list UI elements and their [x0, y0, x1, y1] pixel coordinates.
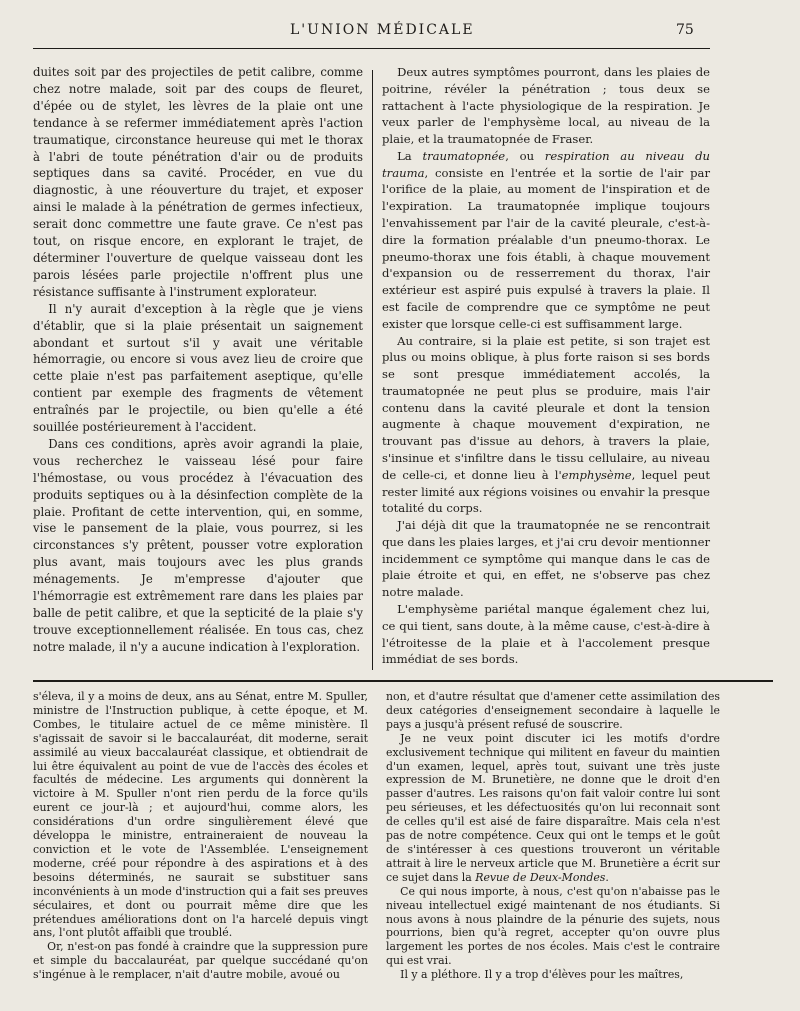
text-run: Je ne veux point discuter ici les motifs d'ordre exclusivement technique qui militent en faveur du maintien d'un examen, lequel, après tout, suivant une très juste expression de M. Brunetière, ne donne que le droit d'en passer d'autres. Les raisons qu'on fait valoir contre lui sont peu sérieuses, et les défectuosités qu'on lui reconnait sont de celles qu'il est aisé de faire disparaître. Mais cela n'est pas de notre compétence. Ceux qui ont le temps et le goût de s'intéresser à ces questions trouveront un véritable attrait à lire le nerveux article que M. Brunetière a écrit sur ce sujet dans la [386, 731, 720, 884]
paragraph: s'éleva, il y a moins de deux, ans au Sénat, entre M. Spuller, ministre de l'Instruction publique, à cette époque, et M. Combes, le titulaire actuel de ce même ministère. Il s'agissait de savoir si le baccalauréat, dit moderne, serait assimilé au vieux baccalauréat classique, et obtiendrait de lui être équivalent au point de vue de l'accès des écoles et facultés de médecine. Les arguments qui donnèrent la victoire à M. Spuller n'ont rien perdu de la force qu'ils eurent ce jour-là ; et aujourd'hui, comme alors, les considérations d'un ordre singulièrement élevé que développa le ministre, entraineraient de nouveau la conviction et le vote de l'Assemblée. L'enseignement moderne, créé pour répondre à des aspirations et à des besoins déterminés, ne saurait se substituer sans inconvénients à un mode d'instruction qui a fait ses preuves séculaires, et dont ou pourrait même dire que les prétendues améliorations dont on l'a harcelé depuis vingt ans, l'ont plutôt affaibli que troublé. [33, 690, 368, 940]
upper-right-column [382, 64, 710, 668]
text-run: La [397, 148, 423, 163]
lower-right-column [386, 690, 720, 982]
paragraph: non, et d'autre résultat que d'amener cette assimilation des deux catégories d'enseignement secondaire à laquelle le pays a jusqu'à présent refusé de souscrire. [386, 690, 720, 731]
paragraph [382, 333, 710, 518]
running-header-title: L'UNION MÉDICALE [290, 22, 475, 38]
italic-title: Revue de Deux-Mondes [475, 870, 606, 884]
italic-term: traumatopnée [422, 148, 506, 163]
header-rule [33, 48, 710, 49]
lower-left-column [33, 690, 368, 982]
paragraph [386, 732, 720, 885]
text-run: , lequel peut rester limité aux régions voisines ou envahir la presque totalité du corps. [382, 467, 710, 516]
paragraph: L'emphysème pariétal manque également chez lui, ce qui tient, sans doute, à la même cause, c'est-à-dire à l'étroitesse de la plaie et à l'accolement presque immédiat de ses bords. [382, 602, 710, 667]
paragraph: Deux autres symptômes pourront, dans les plaies de poitrine, révéler la pénétration ; tous deux se rattachent à l'acte physiologique de la respiration. Je veux parler de l'emphysème local, au niveau de la plaie, et la traumatopnée de Fraser. [382, 65, 710, 147]
text-run: , consiste en l'entrée et la sortie de l'air par l'orifice de la plaie, au moment de l'inspiration et de l'expiration. La traumatopnée implique toujours l'envahissement par l'air de la cavité pleurale, c'est-à-dire la formation préalable d'un pneumo-thorax. Le pneumo-thorax une fois établi, à chaque mouvement d'expansion ou de resserrement du thorax, l'air extérieur est aspiré puis expulsé à travers la plaie. Il est facile de comprendre que ce symptôme ne peut exister que lorsque celle-ci est suffisamment large. [382, 165, 710, 331]
column-rule [372, 70, 373, 670]
paragraph: duites soit par des projectiles de petit calibre, comme chez notre malade, soit par des coups de fleuret, d'épée ou de stylet, les lèvres de la plaie ont une tendance à se refermer immédiatement après l'action traumatique, circonstance heureuse qui met le thorax à l'abri de toute pénétration d'air ou de produits septiques dans sa cavité. Procéder, en vue du diagnostic, à une réouverture du trajet, et exposer ainsi le malade à la pénétration de germes infectieux, serait donc commettre une faute grave. Ce n'est pas tout, on risque encore, en explorant le trajet, de déterminer l'ouverture de quelque vaisseau dont les parois lésées parle projectile n'offrent plus une résistance suffisante à l'instrument explorateur. [33, 65, 363, 299]
paragraph: Dans ces conditions, après avoir agrandi la plaie, vous recherchez le vaisseau lésé pour faire l'hémostase, ou vous procédez à l'évacuation des produits septiques ou à la désinfection complète de la plaie. Profitant de cette intervention, qui, en somme, vise le pansement de la plaie, vous pourrez, si les circonstances s'y prêtent, pousser votre exploration plus avant, mais toujours avec les plus grands ménagements. Je m'empresse d'ajouter que l'hémorragie est extrêmement rare dans les plaies par balle de petit calibre, et que la septicité de la plaie s'y trouve exceptionnellement réalisée. En tous cas, chez notre malade, il n'y a aucune indication à l'exploration. [33, 436, 363, 654]
italic-term: respiration au niveau du trauma [382, 148, 710, 180]
text-run: . [605, 870, 609, 884]
paragraph: Il n'y aurait d'exception à la règle que je viens d'établir, que si la plaie présentait un saignement abondant et surtout s'il y avait une véritable hémorragie, ou encore si vous avez lieu de croire que cette plaie n'est pas parfaitement aseptique, qu'elle contient par exemple des fragments de vêtement entraînés par le projectile, ou bien qu'elle a été souillée postérieurement à l'accident. [33, 301, 363, 435]
feuilleton-rule [33, 680, 773, 682]
text-run: Au contraire, si la plaie est petite, si son trajet est plus ou moins oblique, à plus forte raison si ses bords se sont presque immédiatement accolés, la traumatopnée ne peut plus se produire, mais l'air contenu dans la cavité pleurale et dont la tension augmente à chaque mouvement d'expiration, ne trouvant pas d'issue au dehors, à travers la plaie, s'insinue et s'infiltre dans le tissu cellulaire, au niveau de celle-ci, et donne lieu à l' [382, 333, 710, 482]
upper-left-column [33, 64, 363, 656]
paragraph: Ce qui nous importe, à nous, c'est qu'on n'abaisse pas le niveau intellectuel exigé maintenant de nos étudiants. Si nous avons à nous plaindre de la pénurie des sujets, nous pourrions, bien qu'à regret, accepter qu'on ouvre plus largement les portes de nos écoles. Mais c'est le contraire qui est vrai. [386, 884, 720, 968]
paragraph [382, 148, 710, 333]
italic-term: emphysème [561, 467, 632, 482]
paragraph: Il y a pléthore. Il y a trop d'élèves pour les maîtres, [400, 968, 684, 982]
page-number: 75 [676, 22, 694, 38]
paragraph: J'ai déjà dit que la traumatopnée ne se rencontrait que dans les plaies larges, et j'ai cru devoir mentionner incidemment ce symptôme qui manque dans le cas de plaie étroite et qui, en effet, ne s'observe pas chez notre malade. [382, 518, 710, 600]
text-run: , ou [505, 148, 545, 163]
paragraph: Or, n'est-on pas fondé à craindre que la suppression pure et simple du baccalauréat, par quelque succédané qu'on s'ingénue à le remplacer, n'ait d'autre mobile, avoué ou [33, 940, 368, 982]
